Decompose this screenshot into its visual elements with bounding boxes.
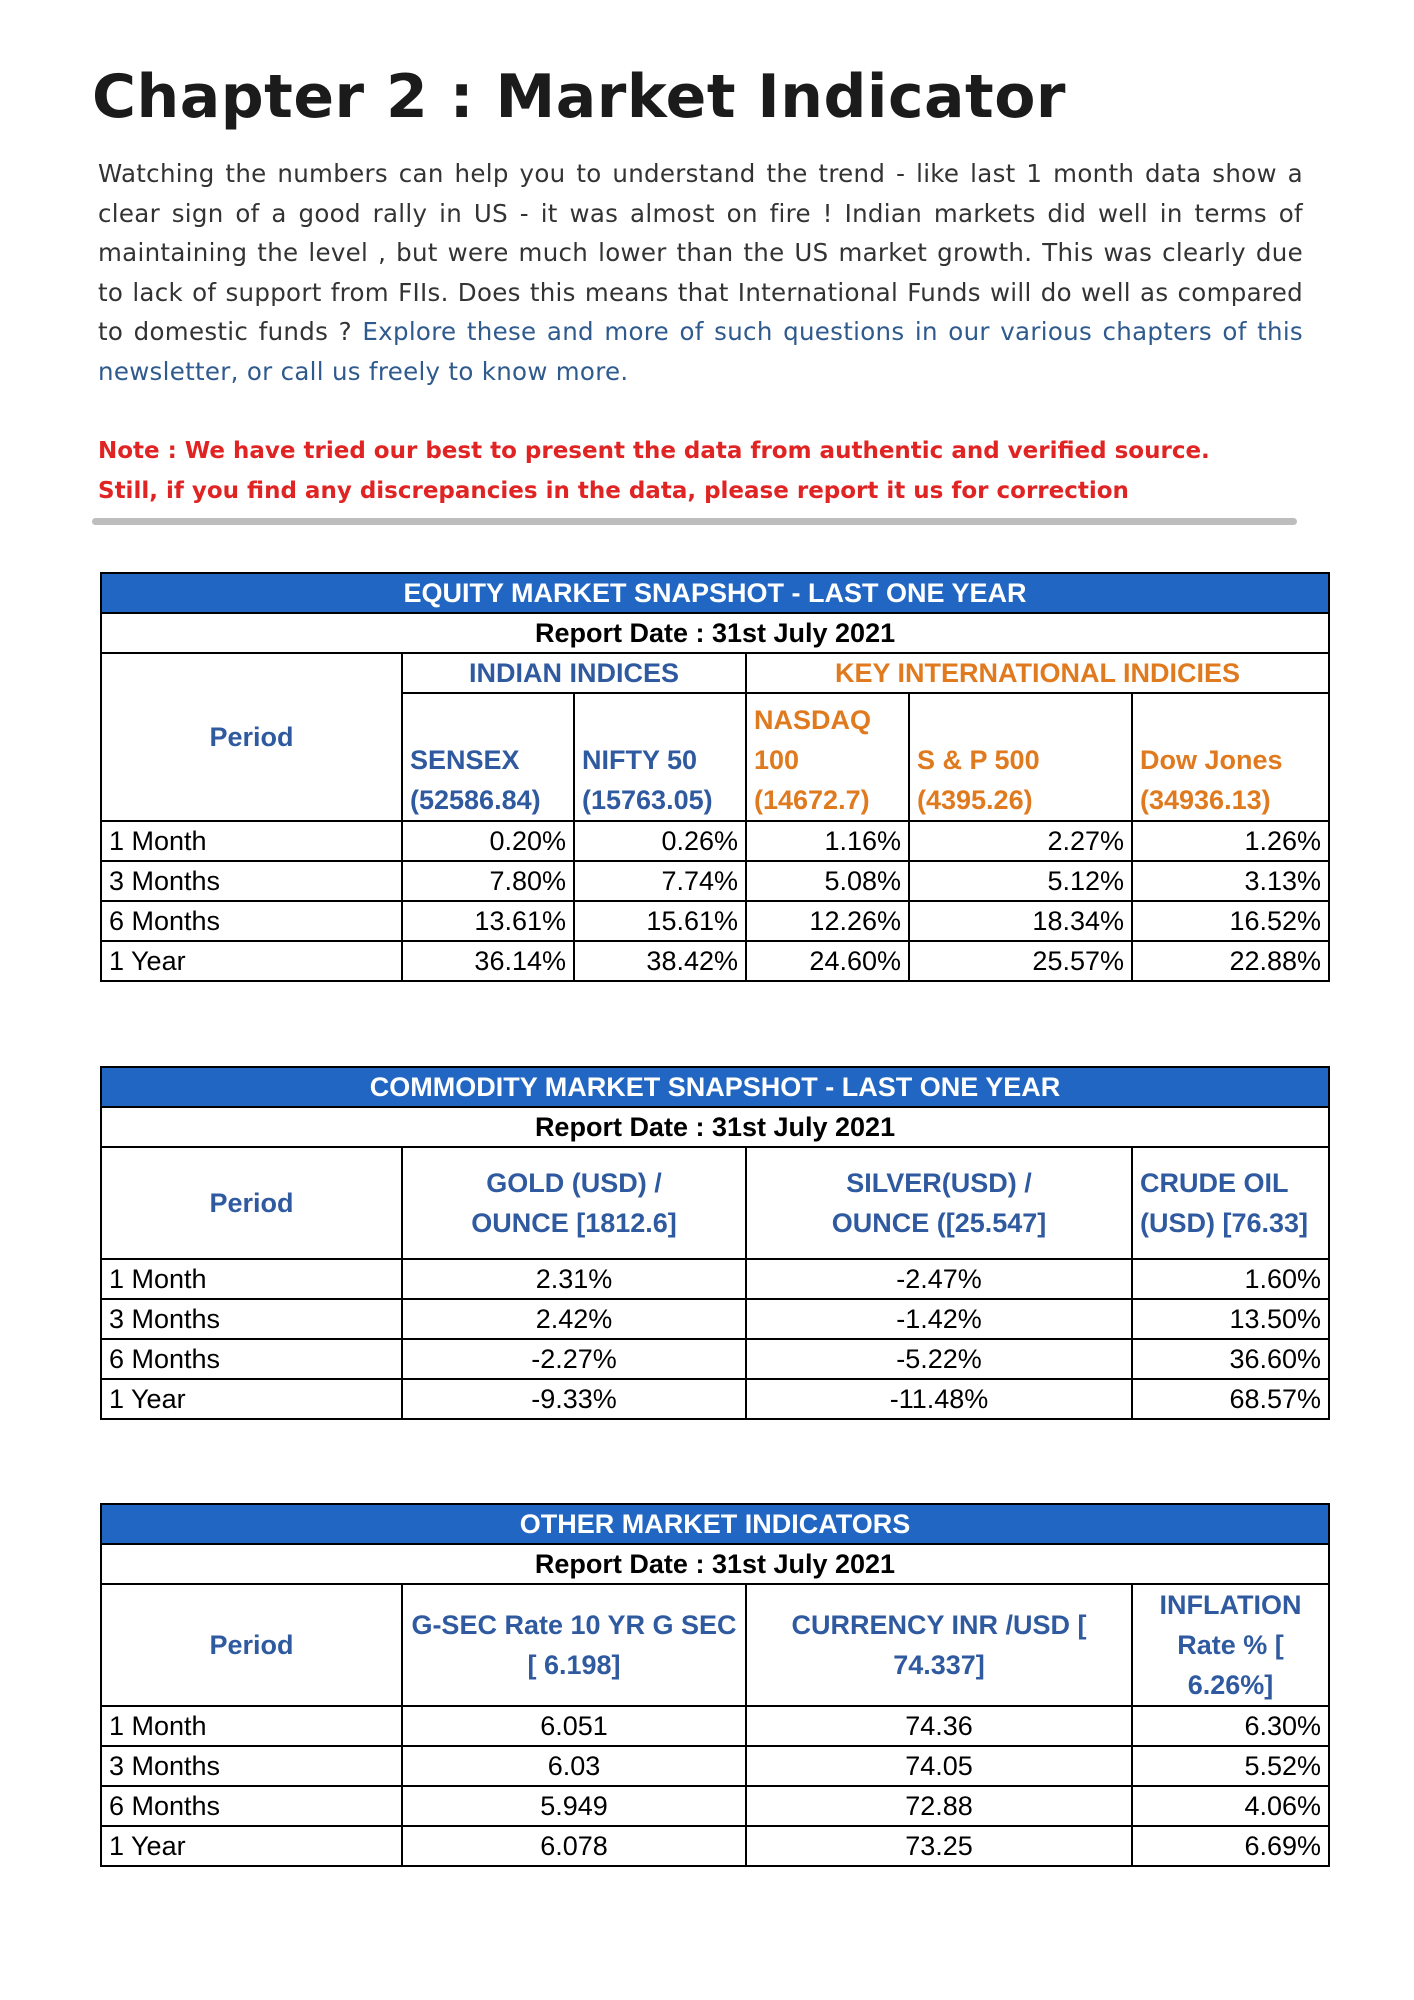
value-cell: 4.06%: [1132, 1786, 1329, 1826]
table-row: [101, 1259, 1329, 1299]
value-cell: 38.42%: [574, 941, 746, 981]
period-cell: 3 Months: [101, 1299, 402, 1339]
period-cell: 6 Months: [101, 1786, 402, 1826]
value-cell: 2.31%: [402, 1259, 746, 1299]
value-cell: 36.60%: [1132, 1339, 1329, 1379]
value-cell: -2.47%: [746, 1259, 1132, 1299]
divider: [92, 518, 1297, 525]
period-cell: 1 Month: [101, 1259, 402, 1299]
value-cell: 13.50%: [1132, 1299, 1329, 1339]
value-cell: -1.42%: [746, 1299, 1132, 1339]
col-header-line: (52586.84): [410, 785, 541, 815]
col-header-line: Dow Jones: [1140, 745, 1283, 775]
value-cell: 6.30%: [1132, 1706, 1329, 1746]
col-header-silver: [746, 1147, 1132, 1259]
col-header-line: (USD) [76.33]: [1140, 1208, 1309, 1238]
intro-link[interactable]: Explore these and more of such questions in our various chapters of this newsletter, or call us freely to know more.: [98, 317, 1303, 386]
col-header-line: (14672.7): [754, 785, 870, 815]
period-cell: 6 Months: [101, 901, 402, 941]
table-row: [101, 1706, 1329, 1746]
value-cell: 25.57%: [909, 941, 1132, 981]
commodity-title: COMMODITY MARKET SNAPSHOT - LAST ONE YEAR: [101, 1067, 1329, 1107]
value-cell: 5.12%: [909, 861, 1132, 901]
commodity-table: [100, 1066, 1330, 1420]
commodity-period-header: Period: [101, 1147, 402, 1259]
intro-text: Watching the numbers can help you to understand the trend - like last 1 month data show a clear sign of a good rally in US - it was almost on fire ! Indian markets did well in terms of maintaining the level , but were much lower than the US market growth. This was clearly due to lack of support from FIIs. Does this means that International Funds will do well as compared to domestic funds ?: [98, 159, 1303, 346]
period-cell: 1 Month: [101, 1706, 402, 1746]
equity-group-indian: INDIAN INDICES: [402, 653, 746, 693]
col-header-line: OUNCE ([25.547]: [831, 1208, 1047, 1238]
value-cell: 6.078: [402, 1826, 746, 1866]
value-cell: 1.26%: [1132, 821, 1329, 861]
value-cell: 3.13%: [1132, 861, 1329, 901]
col-header-line: OUNCE [1812.6]: [471, 1208, 677, 1238]
value-cell: 13.61%: [402, 901, 574, 941]
value-cell: 2.42%: [402, 1299, 746, 1339]
note-line-1: Note : We have tried our best to present the data from authentic and verified source.: [98, 438, 1210, 464]
intro-paragraph: [98, 154, 1303, 391]
col-header-line: CRUDE OIL: [1140, 1168, 1289, 1198]
value-cell: 1.16%: [746, 821, 909, 861]
table-row: [101, 941, 1329, 981]
equity-group-intl: KEY INTERNATIONAL INDICIES: [746, 653, 1329, 693]
col-header-gsec: [402, 1584, 746, 1706]
period-cell: 1 Month: [101, 821, 402, 861]
col-header-line: INFLATION: [1159, 1590, 1302, 1620]
value-cell: 5.52%: [1132, 1746, 1329, 1786]
value-cell: 6.69%: [1132, 1826, 1329, 1866]
other-indicators-table: [100, 1503, 1330, 1867]
value-cell: -9.33%: [402, 1379, 746, 1419]
period-cell: 1 Year: [101, 941, 402, 981]
table-row: [101, 1339, 1329, 1379]
value-cell: 7.74%: [574, 861, 746, 901]
col-header-inflation: [1132, 1584, 1329, 1706]
col-header-line: SENSEX: [410, 745, 520, 775]
value-cell: 0.20%: [402, 821, 574, 861]
col-header-line: (15763.05): [582, 785, 713, 815]
value-cell: 36.14%: [402, 941, 574, 981]
col-header-line: Rate % [: [1177, 1630, 1284, 1660]
col-header-sp500: [909, 693, 1132, 821]
other-title: OTHER MARKET INDICATORS: [101, 1504, 1329, 1544]
col-header-currency: [746, 1584, 1132, 1706]
value-cell: 6.03: [402, 1746, 746, 1786]
table-row: [101, 901, 1329, 941]
table-row: [101, 1826, 1329, 1866]
value-cell: -2.27%: [402, 1339, 746, 1379]
page-title: Chapter 2 : Market Indicator: [92, 62, 1066, 132]
col-header-line: 74.337]: [893, 1650, 985, 1680]
value-cell: 74.05: [746, 1746, 1132, 1786]
value-cell: 6.051: [402, 1706, 746, 1746]
value-cell: 16.52%: [1132, 901, 1329, 941]
col-header-nasdaq: [746, 693, 909, 821]
value-cell: 7.80%: [402, 861, 574, 901]
note-line-2: Still, if you find any discrepancies in the data, please report it us for correction: [98, 477, 1129, 504]
equity-title: EQUITY MARKET SNAPSHOT - LAST ONE YEAR: [101, 573, 1329, 613]
period-cell: 1 Year: [101, 1379, 402, 1419]
value-cell: 24.60%: [746, 941, 909, 981]
table-row: [101, 821, 1329, 861]
col-header-line: CURRENCY INR /USD [: [791, 1610, 1087, 1640]
period-cell: 3 Months: [101, 1746, 402, 1786]
period-cell: 1 Year: [101, 1826, 402, 1866]
table-row: [101, 1786, 1329, 1826]
col-header-gold: [402, 1147, 746, 1259]
col-header-line: NIFTY 50: [582, 745, 698, 775]
value-cell: 12.26%: [746, 901, 909, 941]
col-header-line: 100: [754, 745, 800, 775]
value-cell: 15.61%: [574, 901, 746, 941]
value-cell: 72.88: [746, 1786, 1132, 1826]
table-row: [101, 1379, 1329, 1419]
col-header-line: G-SEC Rate 10 YR G SEC: [411, 1610, 737, 1640]
table-row: [101, 1299, 1329, 1339]
value-cell: 5.949: [402, 1786, 746, 1826]
table-row: [101, 1746, 1329, 1786]
value-cell: 18.34%: [909, 901, 1132, 941]
other-period-header: Period: [101, 1584, 402, 1706]
col-header-dowjones: [1132, 693, 1329, 821]
other-report-date: Report Date : 31st July 2021: [101, 1544, 1329, 1584]
col-header-line: 6.26%]: [1187, 1670, 1274, 1700]
value-cell: 5.08%: [746, 861, 909, 901]
period-cell: 6 Months: [101, 1339, 402, 1379]
col-header-line: (4395.26): [917, 785, 1033, 815]
value-cell: 74.36: [746, 1706, 1132, 1746]
value-cell: 2.27%: [909, 821, 1132, 861]
col-header-line: GOLD (USD) /: [486, 1168, 662, 1198]
equity-period-header: Period: [101, 653, 402, 821]
col-header-line: (34936.13): [1140, 785, 1271, 815]
col-header-line: S & P 500: [917, 745, 1040, 775]
value-cell: 22.88%: [1132, 941, 1329, 981]
commodity-report-date: Report Date : 31st July 2021: [101, 1107, 1329, 1147]
value-cell: -11.48%: [746, 1379, 1132, 1419]
value-cell: 73.25: [746, 1826, 1132, 1866]
table-row: [101, 861, 1329, 901]
value-cell: 1.60%: [1132, 1259, 1329, 1299]
col-header-sensex: [402, 693, 574, 821]
equity-report-date: Report Date : 31st July 2021: [101, 613, 1329, 653]
col-header-crude: [1132, 1147, 1329, 1259]
note: [98, 432, 1313, 511]
col-header-line: NASDAQ: [754, 705, 872, 735]
col-header-nifty: [574, 693, 746, 821]
value-cell: -5.22%: [746, 1339, 1132, 1379]
period-cell: 3 Months: [101, 861, 402, 901]
equity-table: [100, 572, 1330, 982]
col-header-line: SILVER(USD) /: [846, 1168, 1032, 1198]
value-cell: 0.26%: [574, 821, 746, 861]
col-header-line: [ 6.198]: [527, 1650, 621, 1680]
value-cell: 68.57%: [1132, 1379, 1329, 1419]
